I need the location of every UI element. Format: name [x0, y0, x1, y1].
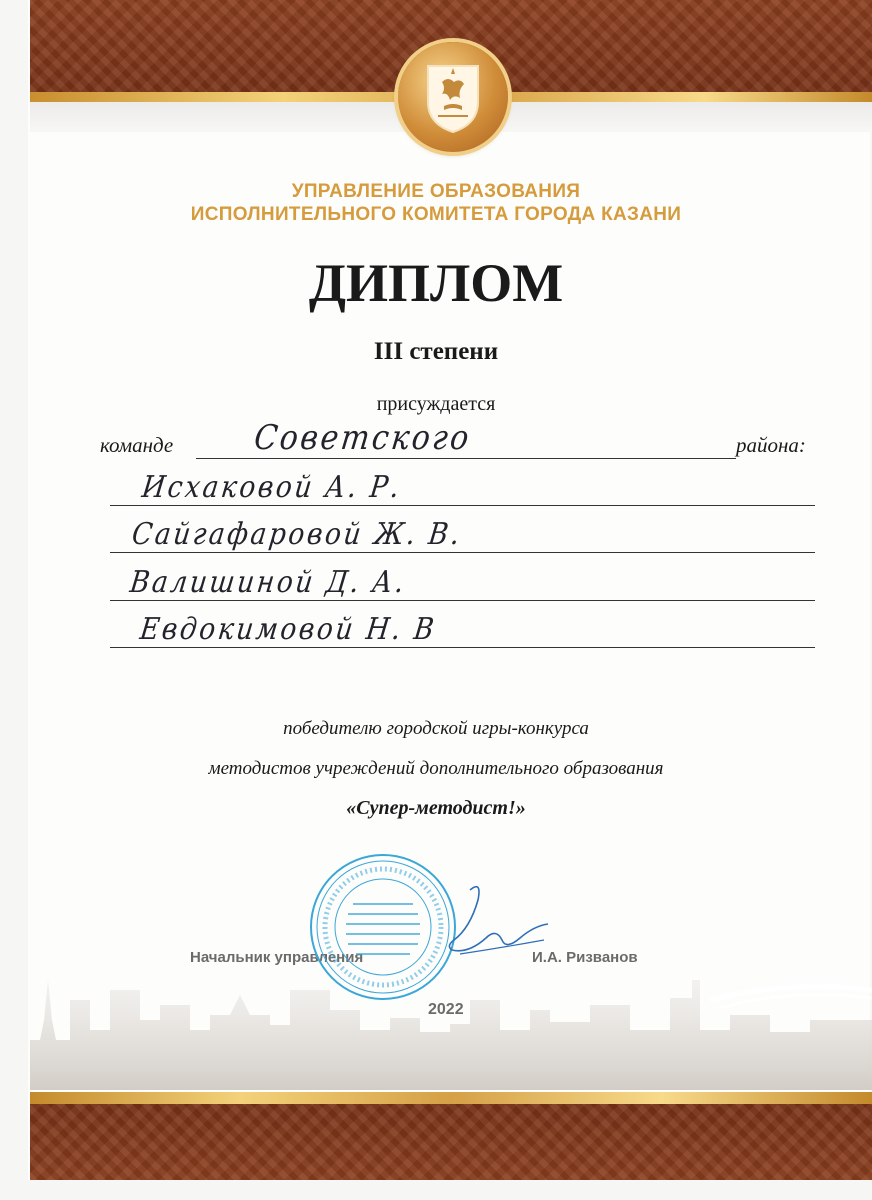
member-name-4: Евдокимовой Н. В — [138, 612, 439, 647]
diploma-degree: III степени — [373, 338, 499, 365]
member-name-2: Сайгафаровой Ж. В. — [130, 517, 464, 552]
reason-line-1: победителю городской игры-конкурса — [283, 718, 589, 739]
bottom-gold-stripe — [30, 1092, 872, 1104]
kazan-coat-of-arms-icon — [424, 62, 482, 134]
team-label: команде — [100, 433, 174, 457]
member-name-3: Валишиной Д. А. — [128, 565, 409, 600]
official-stamp-image — [308, 852, 458, 1002]
member-underline-4 — [110, 647, 815, 648]
awarded-text: присуждается — [376, 393, 496, 415]
handwritten-signature-image — [440, 880, 550, 970]
member-underline-3 — [110, 600, 815, 601]
team-handwritten: Советского — [252, 418, 474, 458]
member-underline-2 — [110, 552, 815, 553]
member-name-1: Исхаковой А. Р. — [140, 470, 404, 505]
team-suffix: района: — [736, 433, 806, 457]
member-underline-1 — [110, 505, 815, 506]
bottom-ornament-band — [30, 1104, 872, 1180]
diploma-title: ДИПЛОМ — [308, 253, 564, 313]
competition-name: «Супер-методист!» — [346, 797, 526, 819]
issuer-line-2: ИСПОЛНИТЕЛЬНОГО КОМИТЕТА ГОРОДА КАЗАНИ — [190, 204, 682, 225]
signatory-name: И.А. Ризванов — [532, 949, 638, 966]
reason-line-2: методистов учреждений дополнительного образования — [208, 758, 664, 779]
diploma-year: 2022 — [428, 1001, 464, 1018]
team-underline — [196, 458, 736, 459]
signatory-position: Начальник управления — [190, 949, 364, 966]
issuer-line-1: УПРАВЛЕНИЕ ОБРАЗОВАНИЯ — [291, 181, 581, 202]
